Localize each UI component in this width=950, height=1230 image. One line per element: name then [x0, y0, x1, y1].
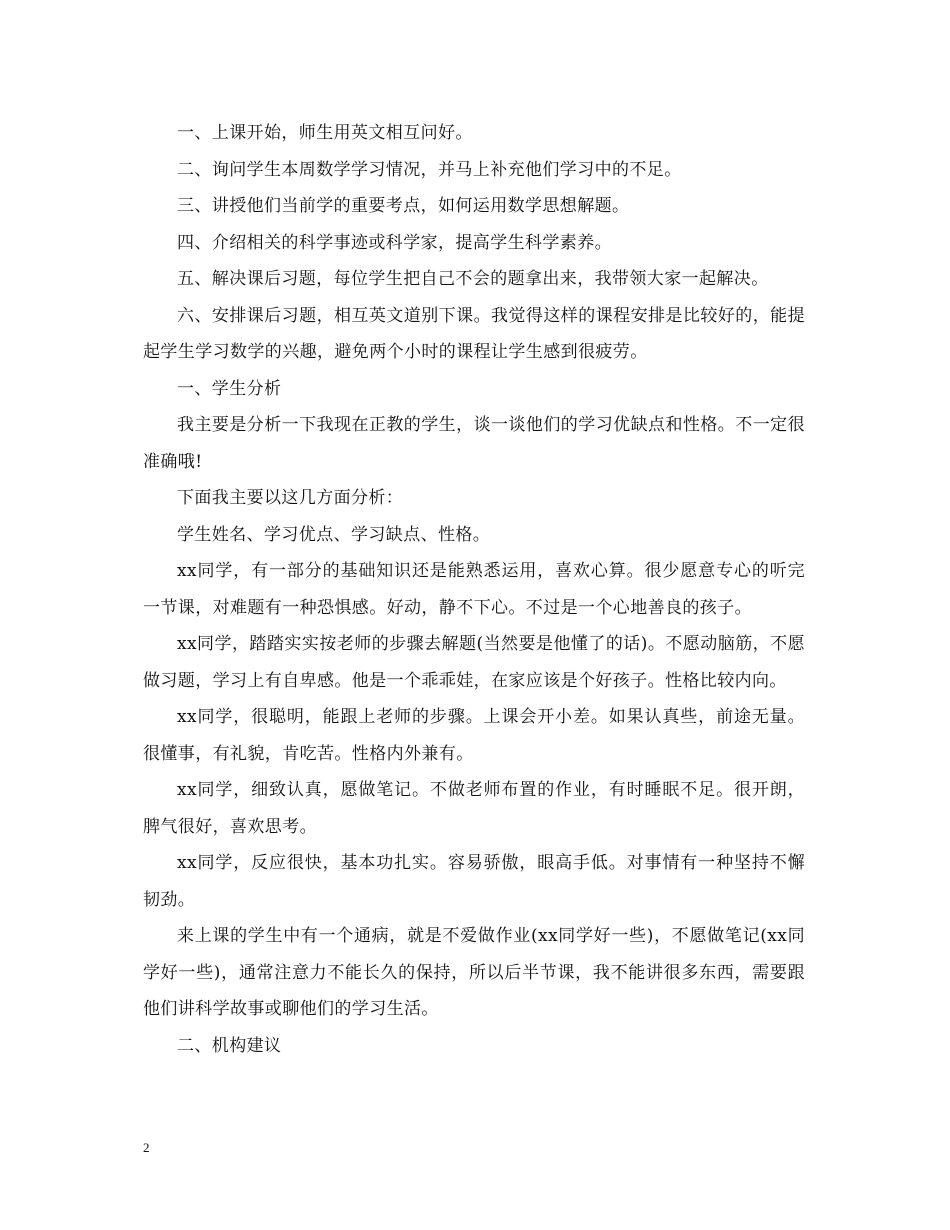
- page-number: 2: [143, 1140, 150, 1155]
- document-body: [143, 115, 805, 1064]
- paragraph: xx同学，踏踏实实按老师的步骤去解题(当然要是他懂了的话)。不愿动脑筋，不愿做习题，学习上有自卑感。他是一个乖乖娃，在家应该是个好孩子。性格比较内向。: [143, 634, 805, 691]
- paragraph: 一、上课开始，师生用英文相互问好。: [177, 123, 473, 143]
- paragraph: 六、安排课后习题，相互英文道别下课。我觉得这样的课程安排是比较好的，能提起学生学习数学的兴趣，避免两个小时的课程让学生感到很疲劳。: [143, 305, 805, 362]
- section-heading: 一、学生分析: [177, 378, 282, 399]
- paragraph: 二、询问学生本周数学学习情况，并马上补充他们学习中的不足。: [177, 159, 682, 180]
- paragraph: 来上课的学生中有一个通病，就是不爱做作业(xx同学好一些)，不愿做笔记(xx同学好一些)，通常注意力不能长久的保持，所以后半节课，我不能讲很多东西，需要跟他们讲科学故事或聊他们的学习生活。: [143, 926, 805, 1019]
- paragraph: xx同学，很聪明，能跟上老师的步骤。上课会开小差。如果认真些，前途无量。很懂事，有礼貌，肯吃苦。性格内外兼有。: [143, 707, 805, 764]
- paragraph: 学生姓名、学习优点、学习缺点、性格。: [177, 524, 491, 545]
- paragraph: 三、讲授他们当前学的重要考点，如何运用数学思想解题。: [177, 196, 630, 216]
- paragraph: 四、介绍相关的科学事迹或科学家，提高学生科学素养。: [177, 232, 612, 253]
- paragraph: xx同学，反应很快，基本功扎实。容易骄傲，眼高手低。对事情有一种坚持不懈韧劲。: [143, 853, 805, 910]
- paragraph: 五、解决课后习题，每位学生把自己不会的题拿出来，我带领大家一起解决。: [177, 269, 769, 289]
- section-heading: 二、机构建议: [177, 1035, 282, 1056]
- paragraph: 我主要是分析一下我现在正教的学生，谈一谈他们的学习优缺点和性格。不一定很准确哦!: [143, 415, 805, 472]
- paragraph: 下面我主要以这几方面分析：: [177, 488, 404, 508]
- paragraph: xx同学，有一部分的基础知识还是能熟悉运用，喜欢心算。很少愿意专心的听完一节课，对难题有一种恐惧感。好动，静不下心。不过是一个心地善良的孩子。: [143, 561, 805, 618]
- paragraph: xx同学，细致认真，愿做笔记。不做老师布置的作业，有时睡眠不足。很开朗，脾气很好，喜欢思考。: [143, 780, 805, 837]
